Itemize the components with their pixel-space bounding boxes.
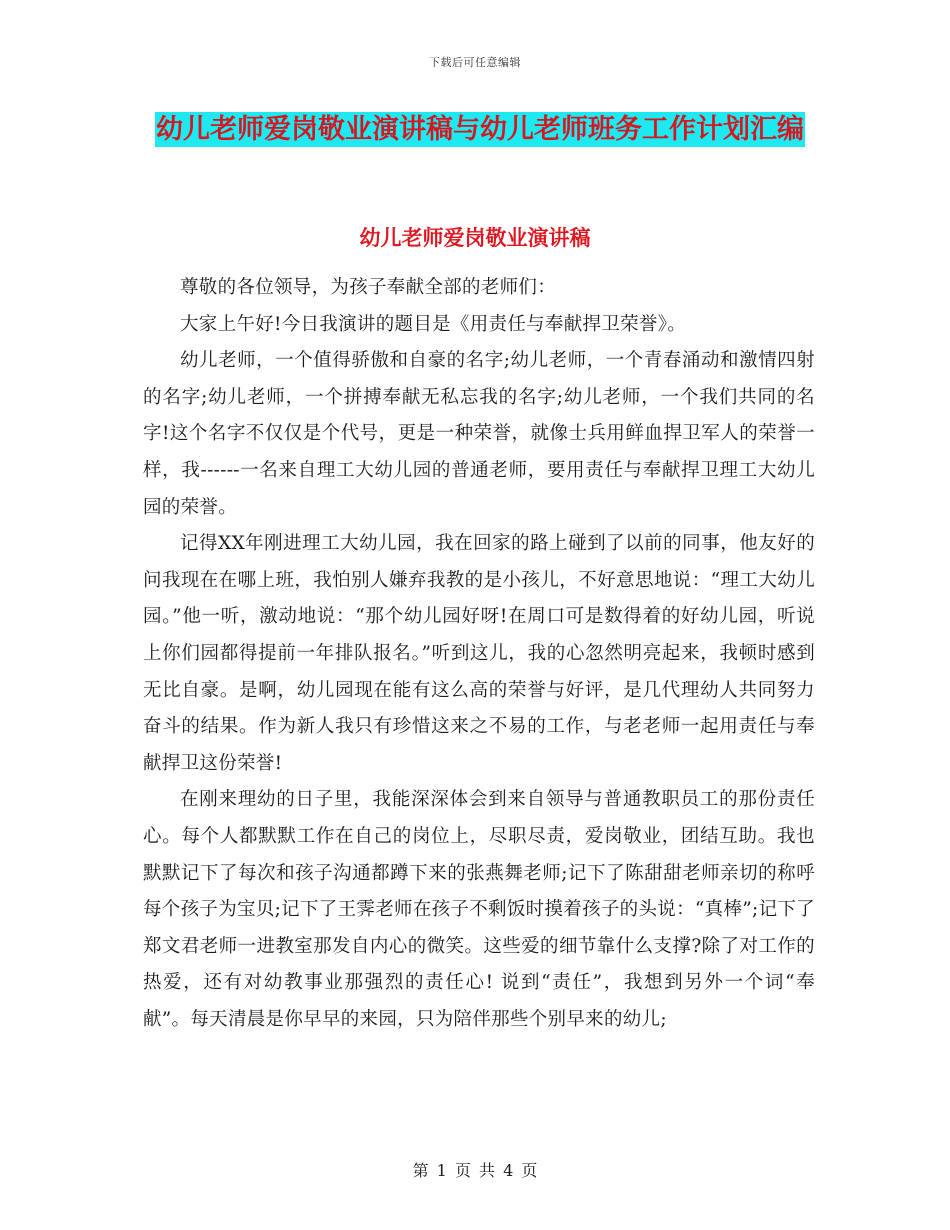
- paragraph: 幼儿老师，一个值得骄傲和自豪的名字;幼儿老师，一个青春涌动和激情四射的名字;幼儿老师，一个拼搏奉献无私忘我的名字;幼儿老师，一个我们共同的名字!这个名字不仅仅是个代号，更是一种荣誉，就像士兵用鲜血捍卫军人的荣誉一样，我------一名来自理工大幼儿园的普通老师，要用责任与奉献捍卫理工大幼儿园的荣誉。: [143, 350, 815, 518]
- paragraph: 尊敬的各位领导，为孩子奉献全部的老师们：: [180, 277, 557, 298]
- paragraph: 记得XX年刚进理工大幼儿园，我在回家的路上碰到了以前的同事，他友好的问我现在在哪上班，我怕别人嫌弃我教的是小孩儿，不好意思地说：“理工大幼儿园。”他一听，激动地说：“那个幼儿园好呀!在周口可是数得着的好幼儿园，听说上你们园都得提前一年排队报名。”听到这儿，我的心忽然明亮起来，我顿时感到无比自豪。是啊，幼儿园现在能有这么高的荣誉与好评，是几代理幼人共同努力奋斗的结果。作为新人我只有珍惜这来之不易的工作，与老老师一起用责任与奉献捍卫这份荣誉!: [143, 533, 815, 774]
- header-note: 下载后可任意编辑: [429, 56, 521, 69]
- paragraph: 在刚来理幼的日子里，我能深深体会到来自领导与普通教职员工的那份责任心。每个人都默默工作在自己的岗位上，尽职尽责，爱岗敬业，团结互助。我也默默记下了每次和孩子沟通都蹲下来的张燕舞老师;记下了陈甜甜老师亲切的称呼每个孩子为宝贝;记下了王霁老师在孩子不剩饭时摸着孩子的头说：“真棒”;记下了郑文君老师一进教室那发自内心的微笑。这些爱的细节靠什么支撑?除了对工作的热爱，还有对幼教事业那强烈的责任心! 说到“责任”，我想到另外一个词“奉献”。每天清晨是你早早的来园，只为陪伴那些个别早来的幼儿;: [143, 789, 815, 1030]
- page-footer: 第 1 页 共 4 页: [412, 1161, 538, 1180]
- document-title: [150, 106, 810, 154]
- document-body: [143, 270, 815, 1038]
- document-title-text: 幼儿老师爱岗敬业演讲稿与幼儿老师班务工作计划汇编: [156, 114, 804, 145]
- paragraph: 大家上午好!今日我演讲的题目是《用责任与奉献捍卫荣誉》。: [180, 313, 687, 335]
- section-title: 幼儿老师爱岗敬业演讲稿: [359, 226, 591, 250]
